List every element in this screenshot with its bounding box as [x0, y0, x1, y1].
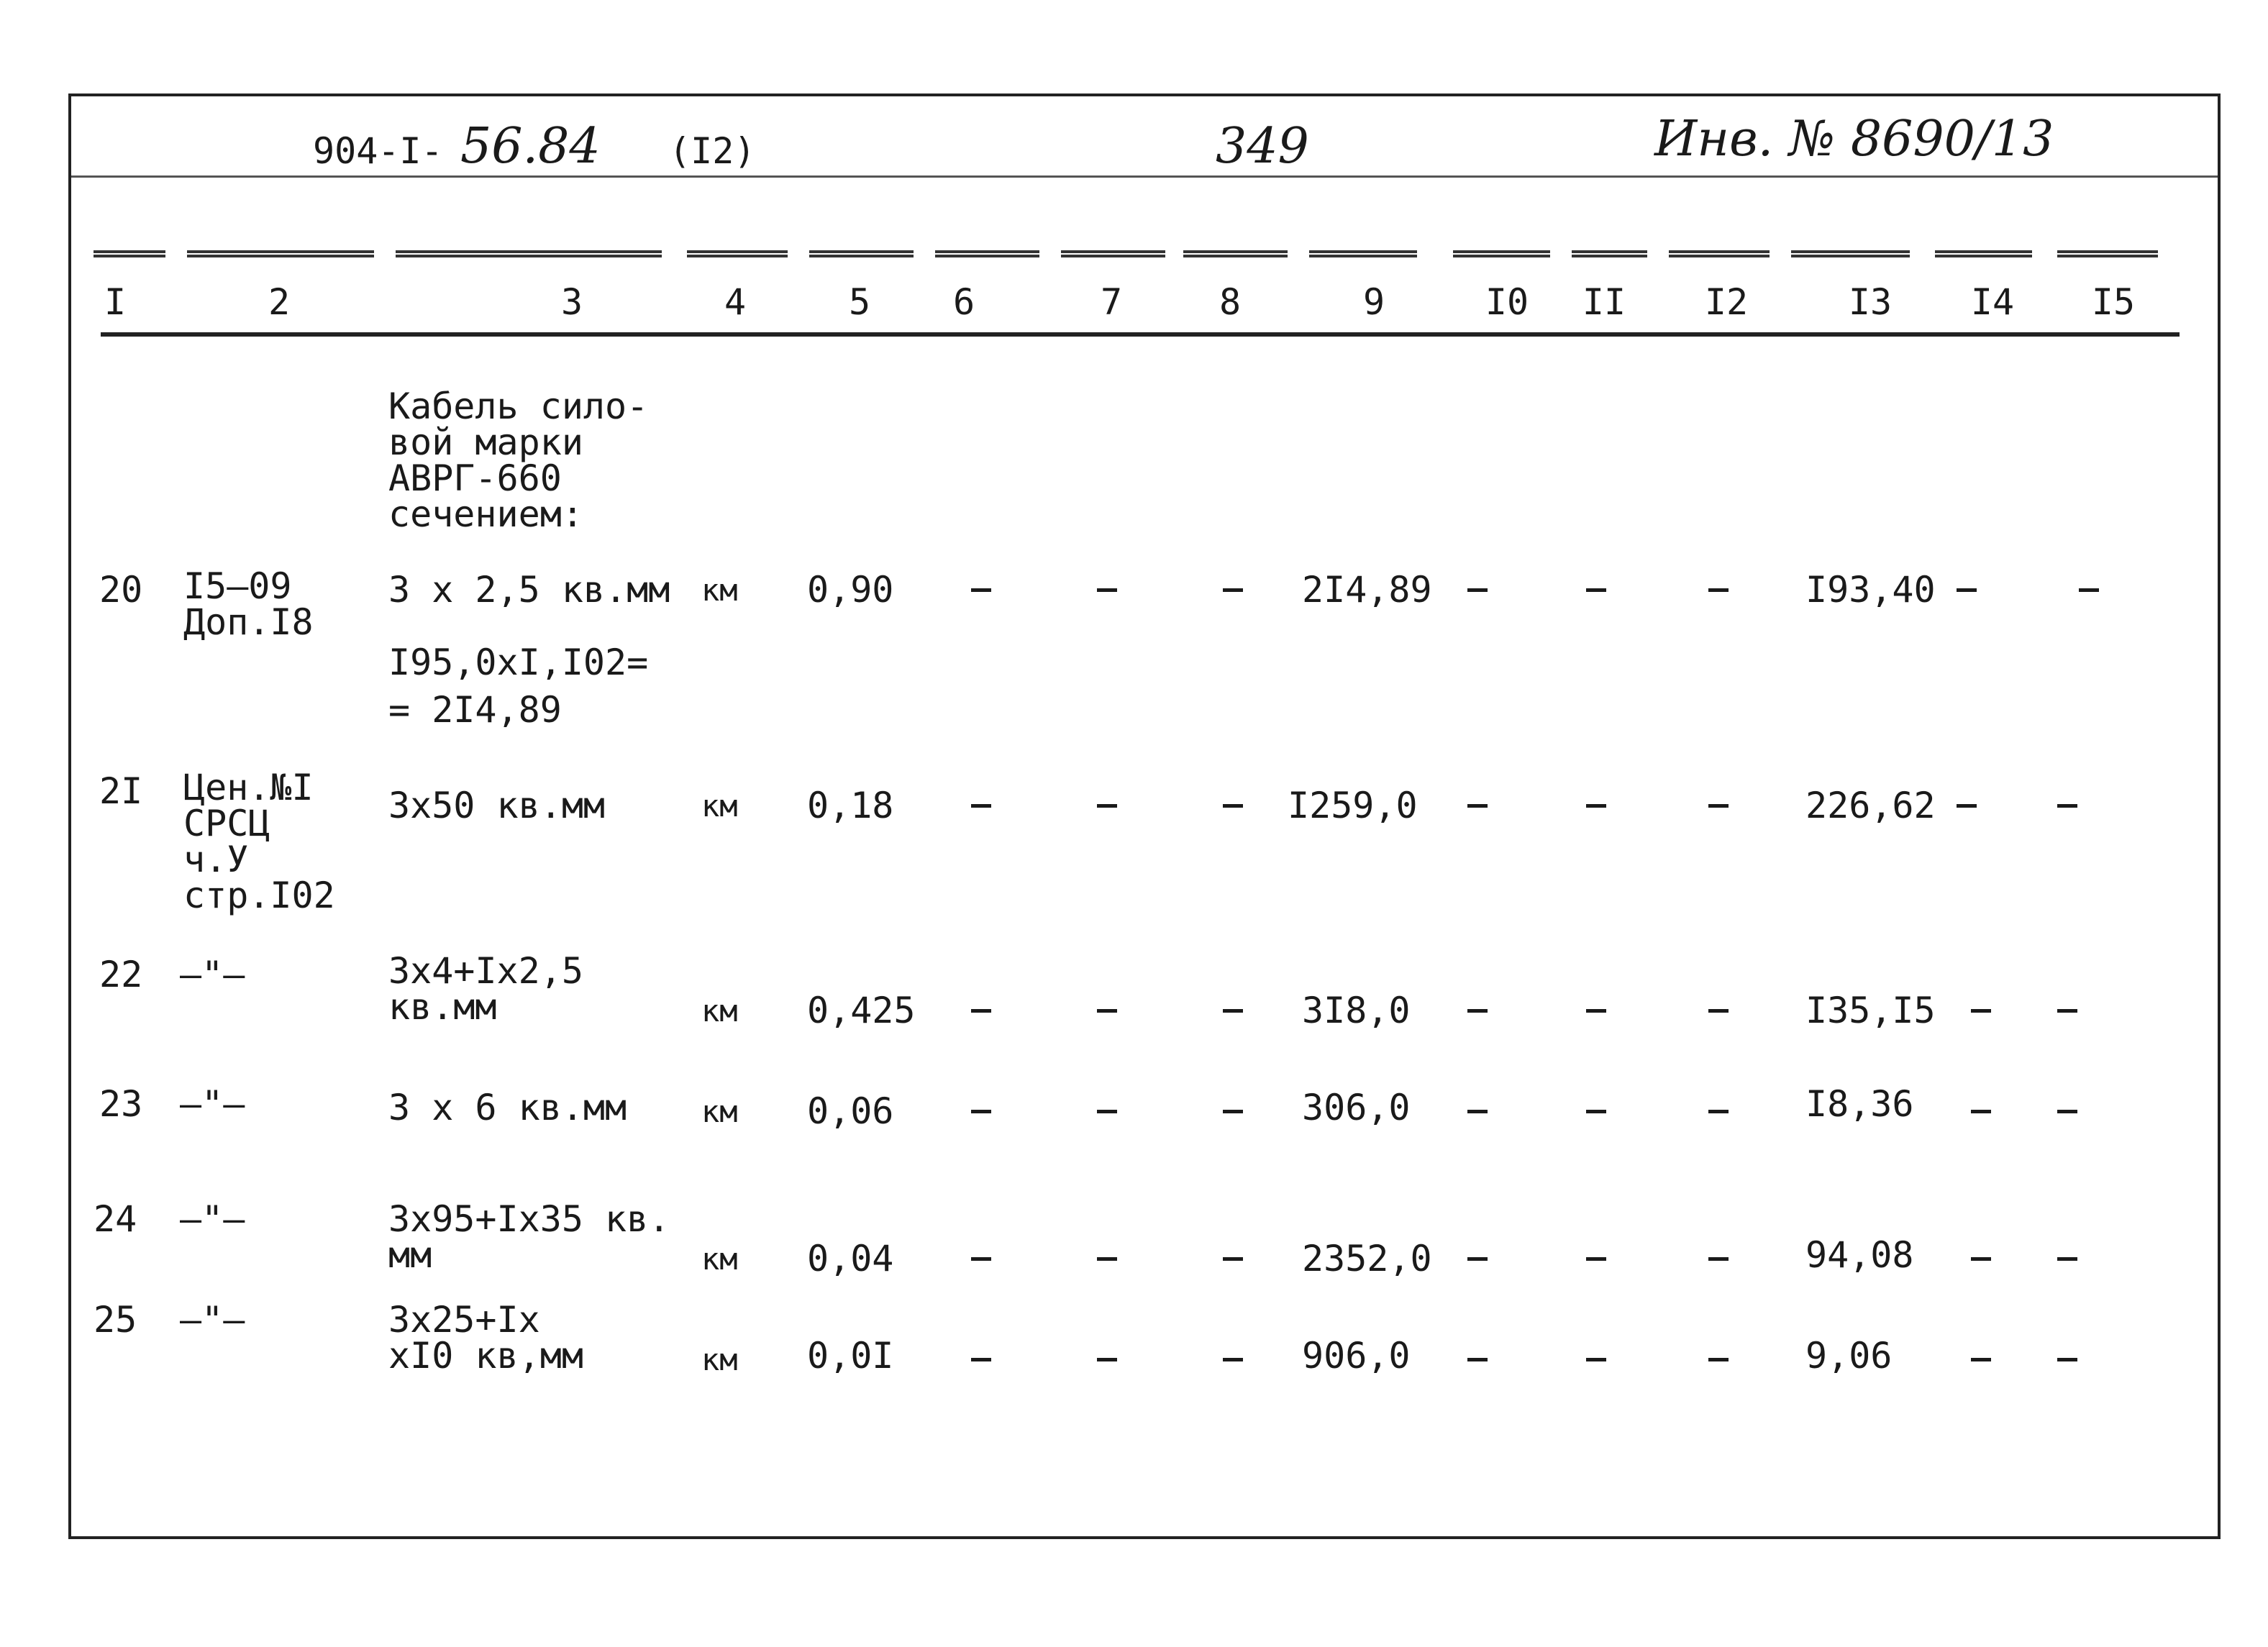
- empty-dash: [2057, 1358, 2077, 1361]
- empty-dash: [1586, 1009, 1606, 1013]
- item-description: 3x95+Ix35 кв. мм: [388, 1198, 670, 1276]
- item-description: 3 x 2,5 кв.мм: [388, 569, 670, 611]
- quantity: 0,0I: [807, 1335, 894, 1377]
- empty-dash: [1971, 1257, 1991, 1261]
- header-separator: [71, 175, 2218, 178]
- empty-dash: [1223, 1257, 1243, 1261]
- empty-dash: [1097, 1009, 1117, 1013]
- unit-price: 306,0: [1302, 1087, 1411, 1128]
- empty-dash: [1223, 804, 1243, 808]
- empty-dash: [1708, 804, 1729, 808]
- empty-dash: [1708, 1358, 1729, 1361]
- empty-dash: [1586, 804, 1606, 808]
- unit: км: [701, 572, 738, 608]
- empty-dash: [1223, 1358, 1243, 1361]
- empty-dash: [1586, 1358, 1606, 1361]
- empty-dash: [1097, 1110, 1117, 1113]
- item-description: 3x50 кв.мм: [388, 785, 606, 826]
- quantity: 0,425: [807, 990, 916, 1031]
- empty-dash: [1223, 1110, 1243, 1113]
- code-prefix: 904-I-: [313, 130, 443, 172]
- code-handwritten: 56.84: [460, 118, 601, 175]
- total-cost: 226,62: [1805, 785, 1936, 826]
- column-number: I4: [1970, 281, 2015, 323]
- empty-dash: [1467, 1358, 1488, 1361]
- unit-price: 2I4,89: [1302, 569, 1432, 611]
- inventory-number: Инв. № 8690/13: [1654, 111, 2054, 168]
- empty-dash: [1097, 1257, 1117, 1261]
- empty-dash: [1223, 588, 1243, 592]
- frame-left-line: [68, 93, 71, 1539]
- total-cost: 9,06: [1805, 1335, 1893, 1377]
- section-intro: Кабель сило- вой марки АВРГ-660 сечением:: [388, 385, 649, 535]
- quantity: 0,18: [807, 785, 894, 826]
- column-number: 6: [952, 281, 975, 323]
- price-reference: –"–: [180, 1198, 245, 1240]
- total-cost: 94,08: [1805, 1234, 1914, 1276]
- column-number: II: [1582, 281, 1626, 323]
- empty-dash: [971, 1358, 991, 1361]
- empty-dash: [1097, 1358, 1117, 1361]
- row-number: 20: [99, 569, 143, 611]
- price-reference: –"–: [180, 1299, 245, 1341]
- empty-dash: [1467, 1110, 1488, 1113]
- item-calculation: I95,0xI,I02= = 2I4,89: [388, 642, 649, 731]
- total-cost: I93,40: [1805, 569, 1936, 611]
- column-number: I0: [1485, 281, 1529, 323]
- sheet-ref: (I2): [669, 130, 756, 172]
- item-description: 3x25+Ix xI0 кв,мм: [388, 1299, 583, 1377]
- total-cost: I8,36: [1805, 1083, 1914, 1125]
- quantity: 0,04: [807, 1238, 894, 1279]
- unit-price: 2352,0: [1302, 1238, 1432, 1279]
- total-cost: I35,I5: [1805, 990, 1936, 1031]
- empty-dash: [1097, 588, 1117, 592]
- empty-dash: [971, 804, 991, 808]
- page-number: 349: [1216, 118, 1309, 175]
- empty-dash: [1223, 1009, 1243, 1013]
- frame-top-line: [68, 93, 2219, 96]
- empty-dash: [2079, 588, 2099, 592]
- row-number: 22: [99, 954, 143, 995]
- empty-dash: [1467, 1009, 1488, 1013]
- empty-dash: [1971, 1009, 1991, 1013]
- item-description: 3 x 6 кв.мм: [388, 1087, 627, 1128]
- column-number: 7: [1100, 281, 1123, 323]
- item-description: 3x4+Ix2,5 кв.мм: [388, 950, 583, 1028]
- column-number: 8: [1219, 281, 1242, 323]
- column-number: 2: [268, 281, 291, 323]
- row-number: 24: [94, 1198, 137, 1240]
- empty-dash: [1467, 804, 1488, 808]
- empty-dash: [1467, 1257, 1488, 1261]
- price-reference: I5–09 Доп.I8: [183, 565, 314, 643]
- frame-right-line: [2218, 93, 2221, 1539]
- empty-dash: [2057, 1009, 2077, 1013]
- column-number: I5: [2091, 281, 2136, 323]
- empty-dash: [1097, 804, 1117, 808]
- empty-dash: [1708, 1110, 1729, 1113]
- column-number: 4: [724, 281, 747, 323]
- empty-dash: [1586, 1257, 1606, 1261]
- column-header-underline: [101, 332, 2180, 337]
- empty-dash: [1971, 1358, 1991, 1361]
- empty-dash: [1467, 588, 1488, 592]
- column-number: 5: [848, 281, 871, 323]
- unit: км: [701, 1094, 738, 1129]
- empty-dash: [1708, 588, 1729, 592]
- empty-dash: [971, 1009, 991, 1013]
- empty-dash: [971, 1257, 991, 1261]
- row-number: 2I: [99, 770, 143, 812]
- unit: км: [701, 993, 738, 1028]
- frame-bottom-line: [68, 1536, 2219, 1539]
- empty-dash: [2057, 1257, 2077, 1261]
- column-number: 9: [1362, 281, 1385, 323]
- unit: км: [701, 1241, 738, 1277]
- unit: км: [701, 788, 738, 824]
- quantity: 0,90: [807, 569, 894, 611]
- empty-dash: [1708, 1009, 1729, 1013]
- empty-dash: [1971, 1110, 1991, 1113]
- empty-dash: [1957, 804, 1977, 808]
- unit-price: 906,0: [1302, 1335, 1411, 1377]
- price-reference: –"–: [180, 954, 245, 995]
- row-number: 25: [94, 1299, 137, 1341]
- row-number: 23: [99, 1083, 143, 1125]
- unit-price: 3I8,0: [1302, 990, 1411, 1031]
- empty-dash: [1586, 588, 1606, 592]
- column-number: I: [104, 281, 127, 323]
- empty-dash: [971, 588, 991, 592]
- empty-dash: [971, 1110, 991, 1113]
- unit-price: I259,0: [1288, 785, 1418, 826]
- empty-dash: [2057, 804, 2077, 808]
- empty-dash: [1708, 1257, 1729, 1261]
- unit: км: [701, 1342, 738, 1377]
- column-number: 3: [560, 281, 583, 323]
- empty-dash: [2057, 1110, 2077, 1113]
- empty-dash: [1957, 588, 1977, 592]
- column-number: I3: [1848, 281, 1893, 323]
- price-reference: Цен.№I СРСЦ ч.У стр.I02: [183, 767, 335, 916]
- empty-dash: [1586, 1110, 1606, 1113]
- quantity: 0,06: [807, 1090, 894, 1132]
- price-reference: –"–: [180, 1083, 245, 1125]
- column-number: I2: [1704, 281, 1749, 323]
